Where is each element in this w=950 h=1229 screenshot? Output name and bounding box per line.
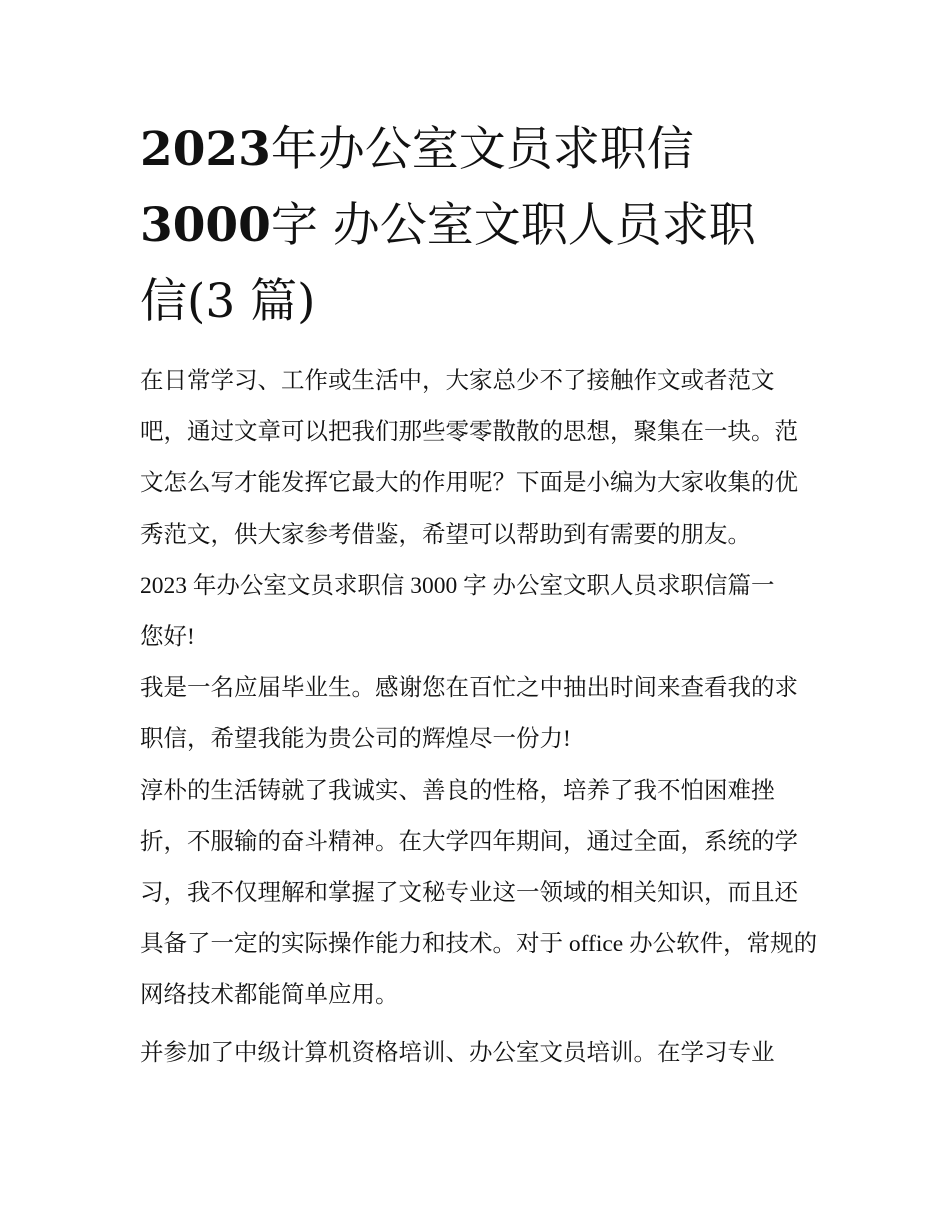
intro-paragraph: 在日常学习、工作或生活中，大家总少不了接触作文或者范文吧，通过文章可以把我们那些零零散散的思想，聚集在一块。范文怎么写才能发挥它最大的作用呢？下面是小编为大家收集的优秀范文，供大家参考借鉴，希望可以帮助到有需要的朋友。 xyxy=(140,368,798,548)
title-number: 2023 xyxy=(140,122,271,177)
title-line-2 xyxy=(140,188,830,264)
body-paragraph: 我是一名应届毕业生。感谢您在百忙之中抽出时间来查看我的求职信，希望我能为贵公司的辉煌尽一份力! xyxy=(140,675,798,753)
title-number: 3000 xyxy=(140,198,271,253)
body-paragraph: 淳朴的生活铸就了我诚实、善良的性格，培养了我不怕困难挫折，不服输的奋斗精神。在大学四年期间，通过全面，系统的学习，我不仅理解和掌握了文秘专业这一领域的相关知识，而且还具备了一定的实际操作能力和技术。对于 office 办公软件，常规的网络技术都能简单应用。 xyxy=(140,777,818,1009)
body-paragraph: 并参加了中级计算机资格培训、办公室文员培训。在学习专业 xyxy=(140,1039,775,1066)
document-title xyxy=(140,112,830,340)
section-heading: 2023 年办公室文员求职信 3000 字 办公室文职人员求职信篇一 xyxy=(140,572,775,599)
title-text: 信(3 篇) xyxy=(140,274,316,329)
title-line-1 xyxy=(140,112,830,188)
title-text: 年办公室文员求职信 xyxy=(270,122,694,177)
greeting-paragraph: 您好! xyxy=(140,624,195,651)
document-body xyxy=(140,356,820,1079)
title-line-3 xyxy=(140,264,830,340)
title-text: 字 办公室文职人员求职 xyxy=(270,198,756,253)
